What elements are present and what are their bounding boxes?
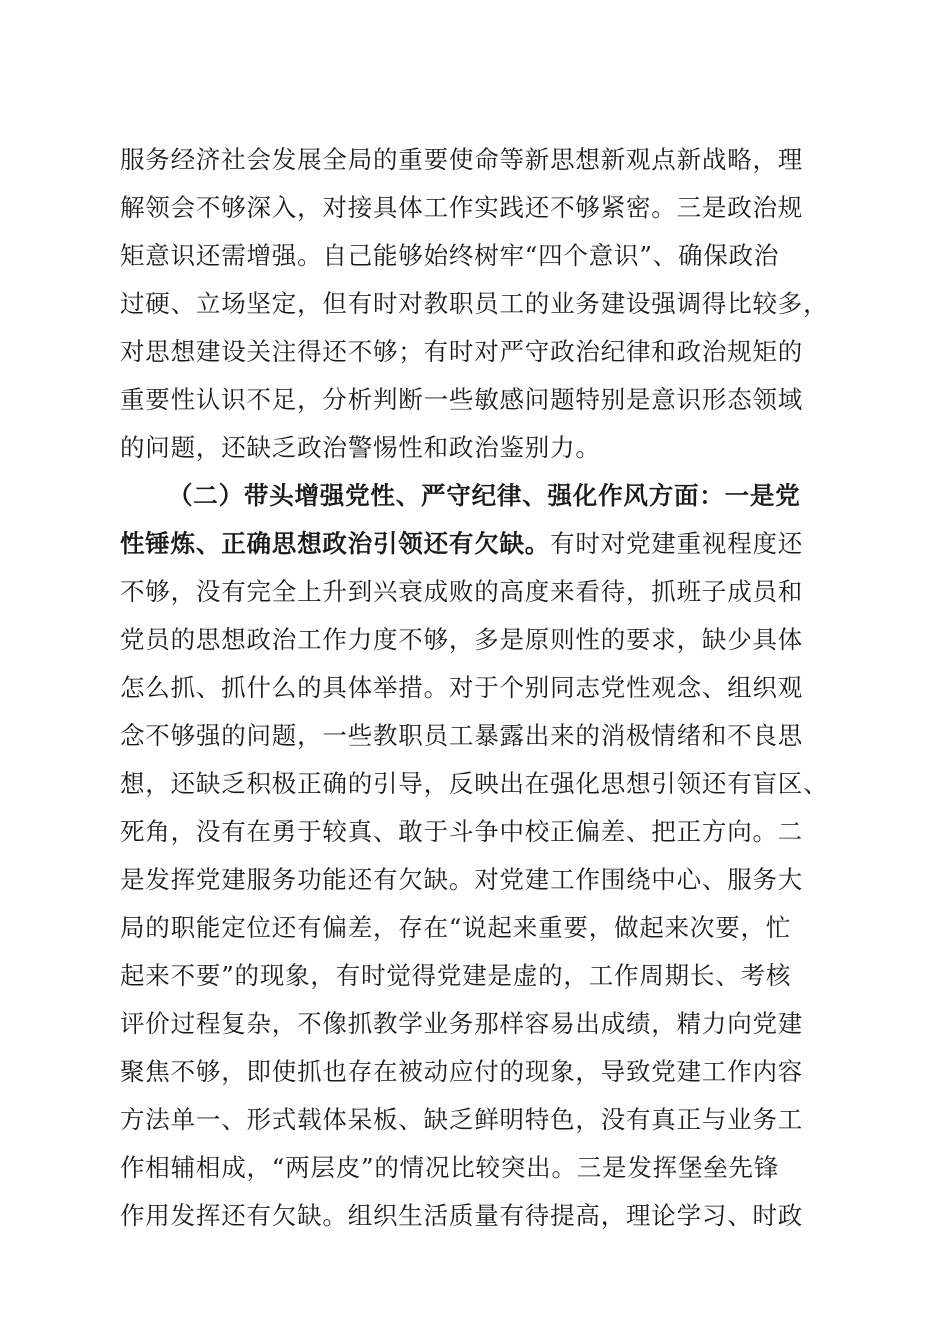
text-line: 解领会不够深入，对接具体工作实践还不够紧密。三是政治规 — [120, 193, 804, 222]
text-line: 方法单一、形式载体呆板、缺乏鲜明特色，没有真正与业务工 — [120, 1105, 804, 1134]
text-line: 不够，没有完全上升到兴衰成败的高度来看待，抓班子成员和 — [120, 577, 804, 606]
text-line: 念不够强的问题，一些教职员工暴露出来的消极情绪和不良思 — [120, 721, 804, 750]
text-line — [120, 529, 840, 559]
text-line: 起来不要”的现象，有时觉得党建是虚的，工作周期长、考核 — [120, 961, 792, 990]
text-line: 想，还缺乏积极正确的引导，反映出在强化思想引领还有盲区、 — [120, 769, 829, 798]
text-line: 矩意识还需增强。自己能够始终树牢“四个意识”、确保政治 — [120, 241, 780, 270]
text-line: 服务经济社会发展全局的重要使命等新思想新观点新战略，理 — [120, 145, 804, 174]
text-line: 聚焦不够，即使抓也存在被动应付的现象，导致党建工作内容 — [120, 1057, 804, 1086]
text-line: 党员的思想政治工作力度不够，多是原则性的要求，缺少具体 — [120, 625, 804, 654]
text-line: 重要性认识不足，分析判断一些敏感问题特别是意识形态领域 — [120, 385, 804, 414]
text-line: 怎么抓、抓什么的具体举措。对于个别同志党性观念、组织观 — [120, 673, 804, 702]
text-line: 作相辅相成，“两层皮”的情况比较突出。三是发挥堡垒先锋 — [120, 1153, 780, 1182]
text-line: 过硬、立场坚定，但有时对教职员工的业务建设强调得比较多， — [120, 289, 829, 318]
section-heading: （二）带头增强党性、严守纪律、强化作风方面：一是党 — [168, 481, 801, 510]
text-line: 局的职能定位还有偏差，存在“说起来重要，做起来次要，忙 — [120, 913, 792, 942]
text-line: 作用发挥还有欠缺。组织生活质量有待提高，理论学习、时政 — [120, 1201, 804, 1230]
text-line: 评价过程复杂，不像抓教学业务那样容易出成绩，精力向党建 — [120, 1009, 804, 1038]
text-line: 的问题，还缺乏政治警惕性和政治鉴别力。 — [120, 433, 601, 462]
text-run: 有时对党建重视程度还 — [550, 529, 804, 558]
text-line: 是发挥党建服务功能还有欠缺。对党建工作围绕中心、服务大 — [120, 865, 804, 894]
section-heading-continued: 性锤炼、正确思想政治引领还有欠缺。 — [120, 529, 551, 558]
text-line: 死角，没有在勇于较真、敢于斗争中校正偏差、把正方向。二 — [120, 817, 804, 846]
text-line: 对思想建设关注得还不够；有时对严守政治纪律和政治规矩的 — [120, 337, 804, 366]
